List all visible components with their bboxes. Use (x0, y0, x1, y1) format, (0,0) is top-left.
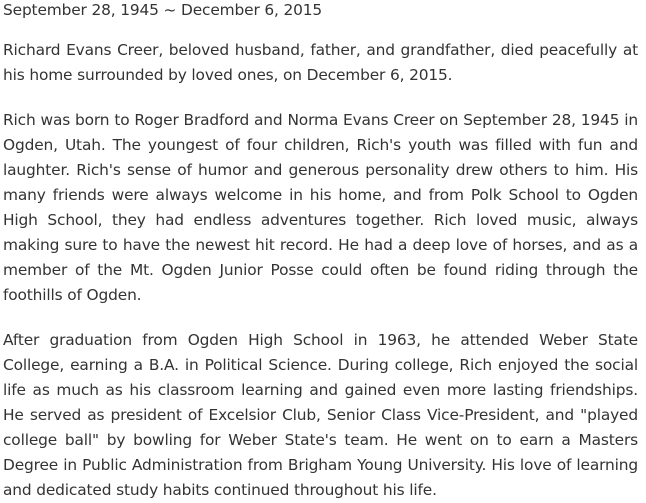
obituary-paragraph-early-life: Rich was born to Roger Bradford and Norma Evans Creer on September 28, 1945 in Ogden, Utah. The youngest of four children, Rich's youth was filled with fun and laughter. Rich's sense of humor and generous personality drew others to him. His many friends were always welcome in his home, and from Polk School to Ogden High School, they had endless adventures together. Rich loved music, always making sure to have the newest hit record. He had a deep love of horses, and as a member of the Mt. Ogden Junior Posse could often be found riding through the foothills of Ogden. (3, 111, 638, 304)
obituary-paragraph-intro: Richard Evans Creer, beloved husband, father, and grandfather, died peacefully at his home surrounded by loved ones, on December 6, 2015. (3, 41, 638, 84)
life-dates: September 28, 1945 ~ December 6, 2015 (3, 1, 323, 19)
obituary-paragraph-education: After graduation from Ogden High School in 1963, he attended Weber State College, earning a B.A. in Political Science. During college, Rich enjoyed the social life as much as his classroom learning and gained even more lasting friendships. He served as president of Excelsior Club, Senior Class Vice-President, and "played college ball" by bowling for Weber State's team. He went on to earn a Masters Degree in Public Administration from Brigham Young University. His love of learning and dedicated study habits continued throughout his life. (3, 331, 638, 499)
